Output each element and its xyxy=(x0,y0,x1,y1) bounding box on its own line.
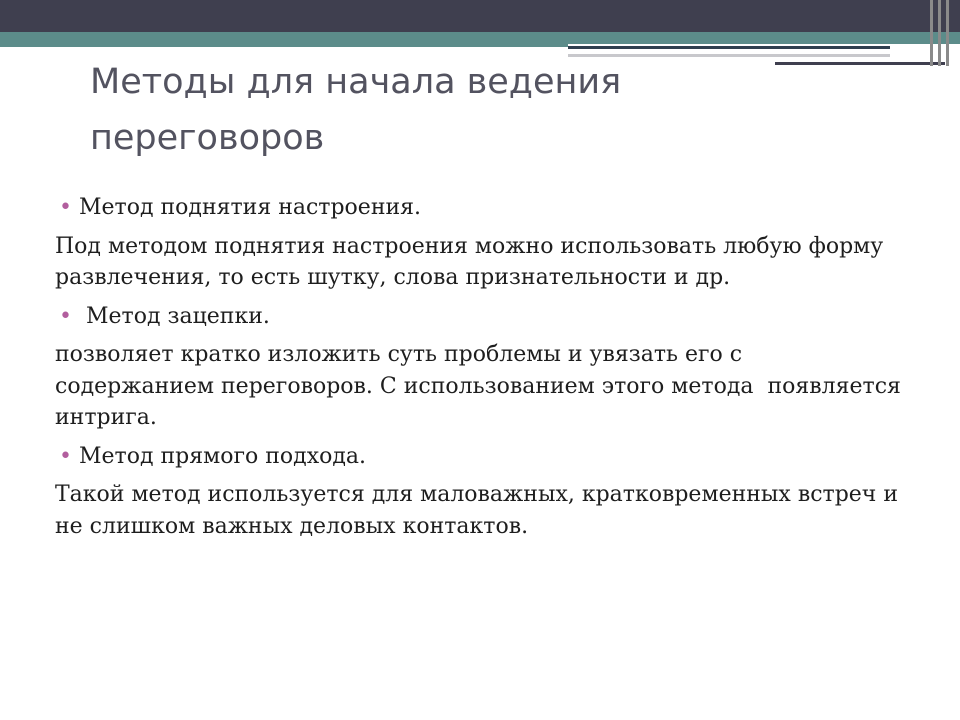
bullet-item xyxy=(55,441,905,473)
decorative-vertical-bar xyxy=(946,0,949,66)
bullet-item xyxy=(55,192,905,224)
body-paragraph: Такой метод используется для маловажных, кратковременных встреч и не слишком важных деловых контактов. xyxy=(55,482,899,539)
decorative-stripe xyxy=(568,46,890,49)
bullet-text: Метод прямого подхода. xyxy=(79,443,367,469)
slide-title: Методы для начала ведения переговоров xyxy=(90,62,622,158)
bullet-icon: • xyxy=(59,195,72,220)
bullet-icon: • xyxy=(59,443,72,469)
decorative-vertical-bar xyxy=(938,0,941,66)
bullet-icon: • xyxy=(59,303,72,329)
bullet-item xyxy=(55,301,905,333)
slide-content xyxy=(55,192,908,549)
header-band-teal xyxy=(0,32,960,44)
body-paragraph: позволяет кратко изложить суть проблемы и увязать его с содержанием переговоров. С использованием этого метода появляется интрига. xyxy=(55,342,908,430)
decorative-vertical-bar xyxy=(930,0,933,66)
body-paragraph: Под методом поднятия настроения можно использовать любую форму развлечения, то есть шутку, слова признательности и др. xyxy=(55,233,884,290)
bullet-text: Метод зацепки. xyxy=(79,303,270,329)
header-band-dark xyxy=(0,0,960,32)
bullet-text: Метод поднятия настроения. xyxy=(79,195,422,220)
decorative-stripe xyxy=(0,44,568,47)
